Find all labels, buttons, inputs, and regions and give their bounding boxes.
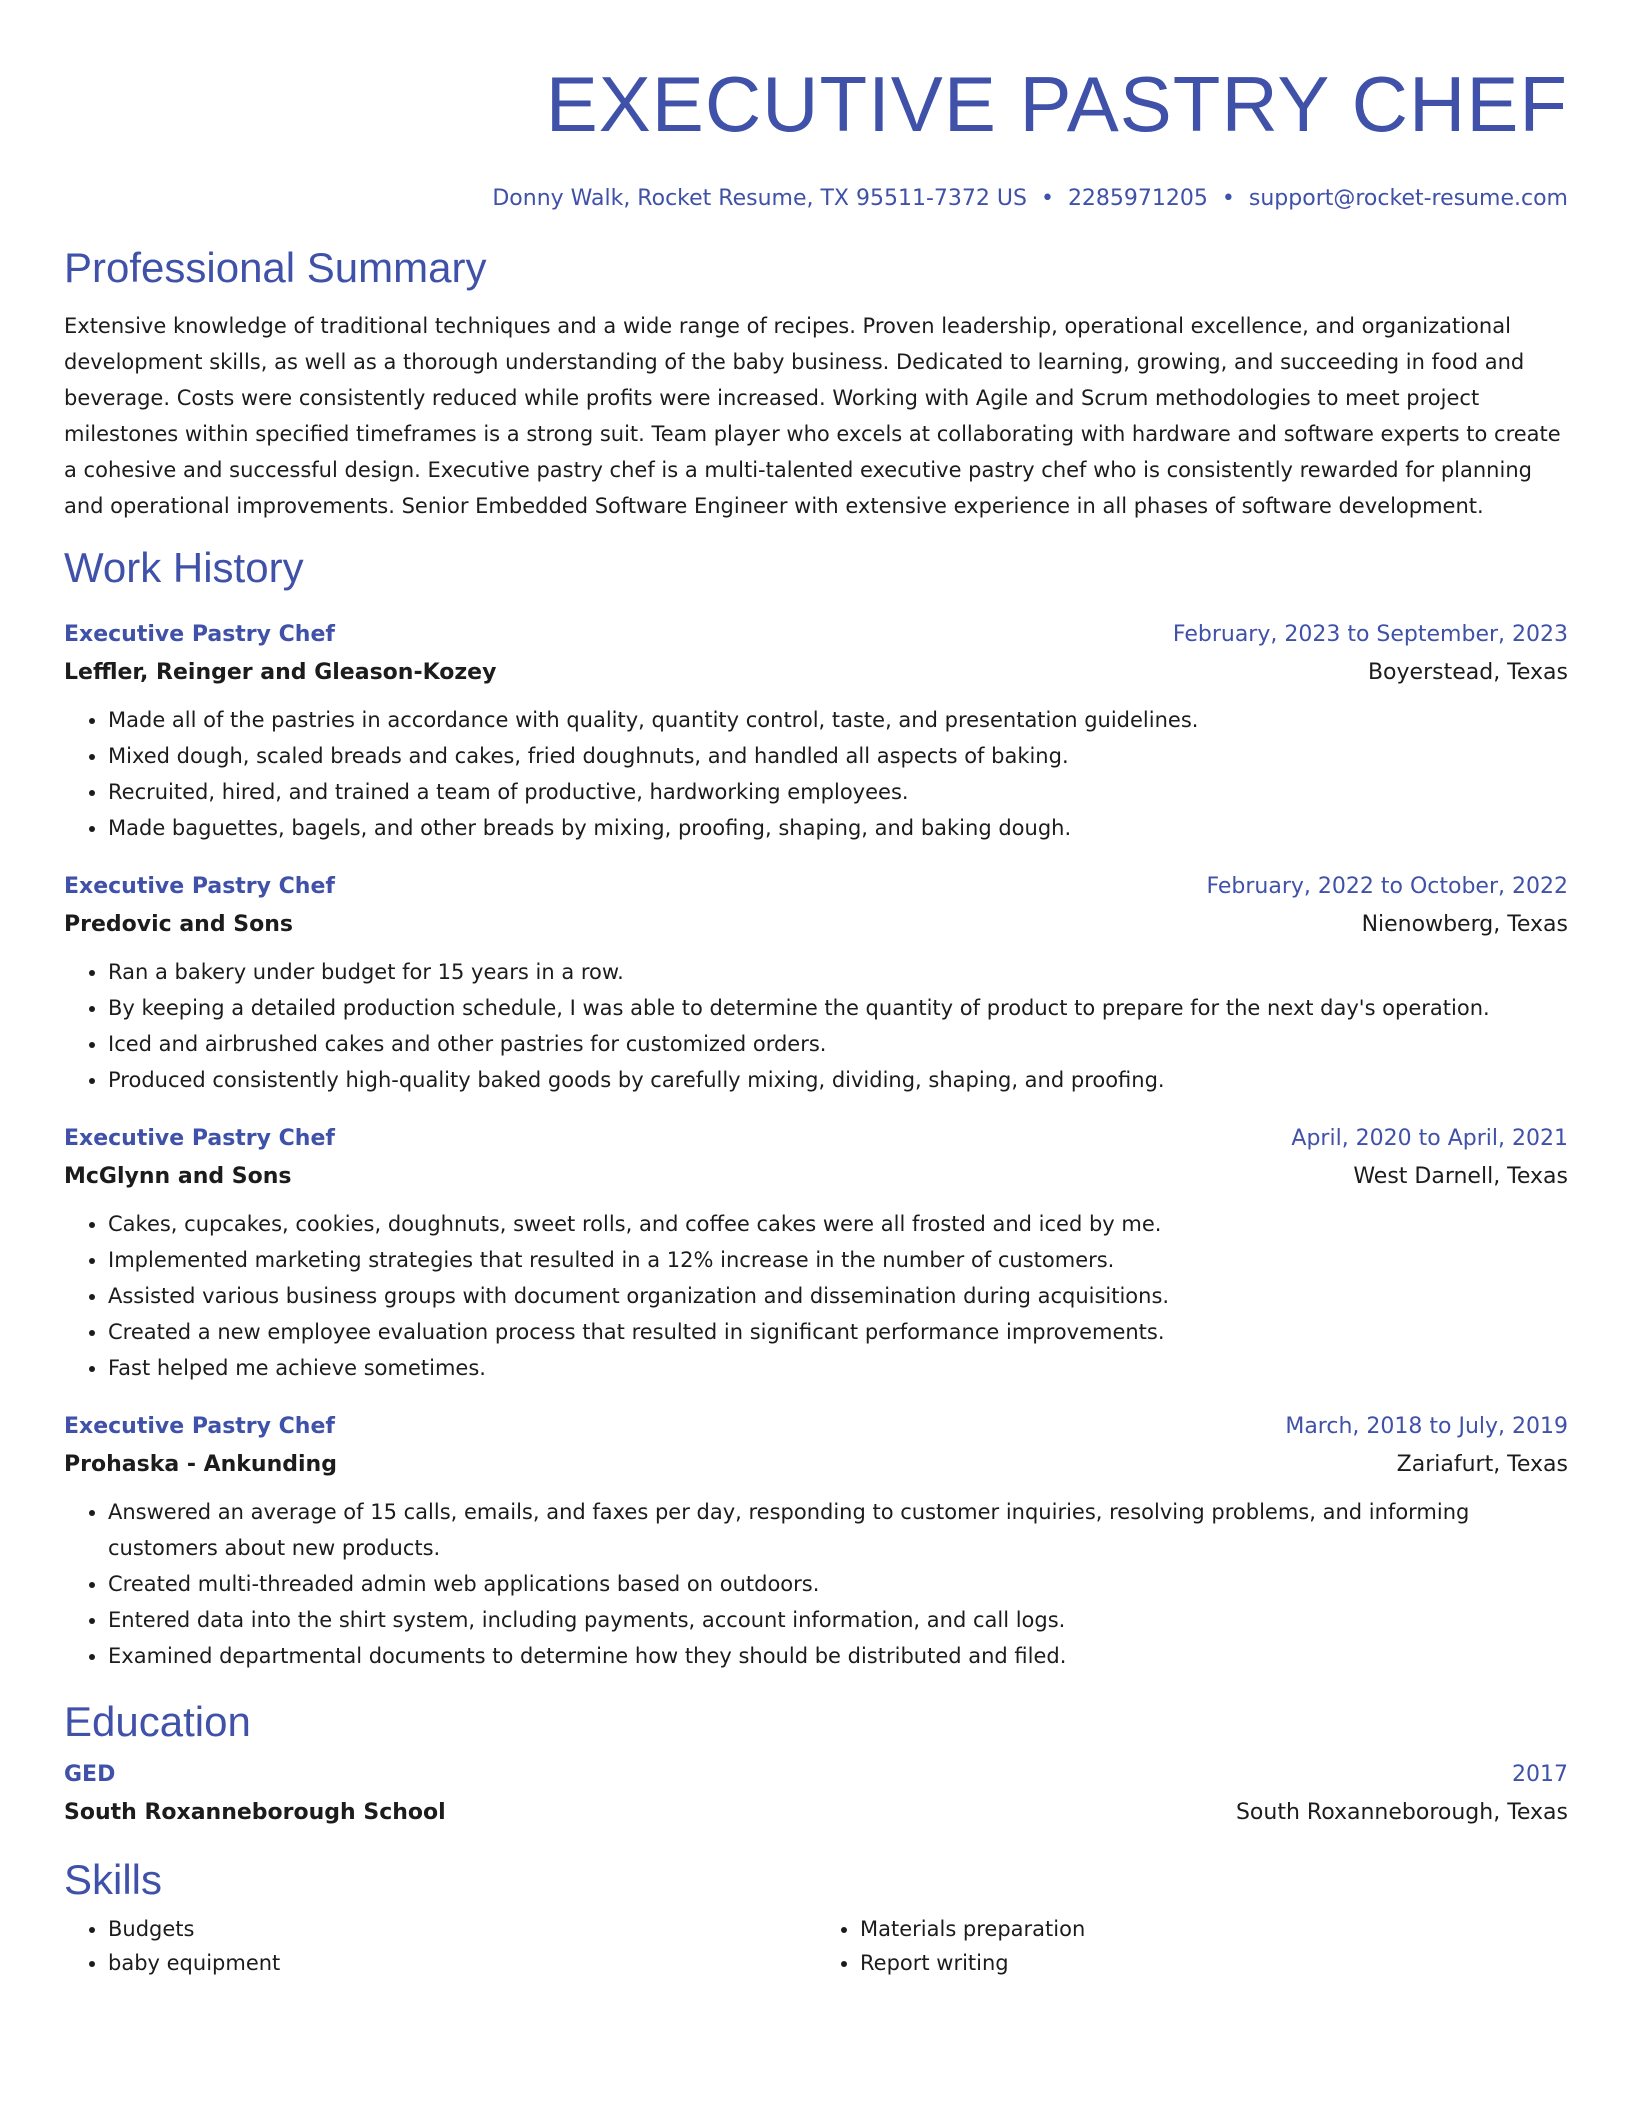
job-bullet: • Recruited, hired, and trained a team of productive, hardworking employees. [108,774,1568,810]
job-company: McGlynn and Sons [64,1164,292,1189]
contact-email[interactable]: support@rocket-resume.com [1248,186,1568,211]
skills-list-right [816,1912,1568,1980]
skill-item: • Materials preparation [860,1912,1568,1946]
job-dates: March, 2018 to July, 2019 [1285,1414,1568,1439]
skills-columns [64,1912,1568,1980]
job-bullet: • Entered data into the shirt system, including payments, account information, and call logs. [108,1602,1568,1638]
job-location: Boyerstead, Texas [1367,660,1568,685]
education-year: 2017 [1512,1762,1568,1787]
job-title: Executive Pastry Chef [64,622,335,647]
job-bullet-list [64,1206,1568,1386]
work-section [64,542,1568,1674]
education-section [64,1696,1568,1832]
skill-item: • Budgets [108,1912,816,1946]
job-company: Leffler, Reinger and Gleason-Kozey [64,660,497,685]
skills-list-left [64,1912,816,1980]
summary-text: Extensive knowledge of traditional techniques and a wide range of recipes. Proven leadership, operational excellence, and organizational development skills, as well as a thorough understanding of the baby business. Dedicated to learning, growing, and succeeding in food and beverage. Costs were consistently reduced while profits were increased. Working with Agile and Scrum methodologies to meet project milestones within specified timeframes is a strong suit. Team player who excels at collaborating with hardware and software experts to create a cohesive and successful design. Executive pastry chef is a multi-talented executive pastry chef who is consistently rewarded for planning and operational improvements. Senior Embedded Software Engineer with extensive experience in all phases of software development. [64,314,1561,518]
contact-phone: 2285971205 [1067,186,1208,211]
job-dates: February, 2022 to October, 2022 [1206,874,1568,899]
job-bullet: • Created a new employee evaluation process that resulted in significant performance improvements. [108,1314,1568,1350]
contact-line [64,184,1568,214]
job-bullet: • Produced consistently high-quality baked goods by carefully mixing, dividing, shaping, and proofing. [108,1062,1568,1098]
job-location: West Darnell, Texas [1353,1164,1568,1189]
contact-separator: • [1040,186,1054,211]
job-bullet: • Cakes, cupcakes, cookies, doughnuts, sweet rolls, and coffee cakes were all frosted and iced by me. [108,1206,1568,1242]
job-bullet: • Examined departmental documents to determine how they should be distributed and filed. [108,1638,1568,1674]
job-company: Prohaska - Ankunding [64,1452,337,1477]
section-heading-summary: Professional Summary [64,244,487,291]
job-bullet: • Implemented marketing strategies that resulted in a 12% increase in the number of customers. [108,1242,1568,1278]
skills-section [64,1854,1568,1980]
education-degree: GED [64,1762,116,1787]
section-heading-work: Work History [64,544,304,591]
job-entry [64,616,1568,846]
job-bullet-list [64,1494,1568,1674]
job-bullet: • Made all of the pastries in accordance with quality, quantity control, taste, and presentation guidelines. [108,702,1568,738]
job-dates: February, 2023 to September, 2023 [1172,622,1568,647]
education-entry [64,1756,1568,1832]
job-company: Predovic and Sons [64,912,293,937]
skill-item: • Report writing [860,1946,1568,1980]
job-title: Executive Pastry Chef [64,1414,335,1439]
section-heading-skills: Skills [64,1856,163,1903]
job-title: Executive Pastry Chef [64,874,335,899]
job-bullet: • Fast helped me achieve sometimes. [108,1350,1568,1386]
job-bullet: • Made baguettes, bagels, and other breads by mixing, proofing, shaping, and baking dough. [108,810,1568,846]
job-entry [64,1120,1568,1386]
skill-item: • baby equipment [108,1946,816,1980]
education-location: South Roxanneborough, Texas [1235,1800,1568,1825]
job-list [64,616,1568,1674]
job-bullet: • Ran a bakery under budget for 15 years in a row. [108,954,1568,990]
job-bullet: • By keeping a detailed production schedule, I was able to determine the quantity of product to prepare for the next day's operation. [108,990,1568,1026]
job-bullet: • Created multi-threaded admin web applications based on outdoors. [108,1566,1568,1602]
job-location: Nienowberg, Texas [1361,912,1568,937]
job-title: Executive Pastry Chef [64,1126,335,1151]
job-bullet: • Iced and airbrushed cakes and other pastries for customized orders. [108,1026,1568,1062]
contact-address: Donny Walk, Rocket Resume, TX 95511-7372 US [492,186,1027,211]
job-bullet: • Answered an average of 15 calls, emails, and faxes per day, responding to customer inquiries, resolving problems, and informing customers about new products. [108,1494,1568,1566]
job-bullet: • Assisted various business groups with document organization and dissemination during acquisitions. [108,1278,1568,1314]
job-entry [64,868,1568,1098]
section-heading-education: Education [64,1698,251,1745]
contact-separator: • [1221,186,1235,211]
job-entry [64,1408,1568,1674]
job-bullet-list [64,702,1568,846]
summary-section [64,242,1568,524]
job-location: Zariafurt, Texas [1396,1452,1568,1477]
resume-title: EXECUTIVE PASTRY CHEF [545,60,1568,148]
job-dates: April, 2020 to April, 2021 [1291,1126,1568,1151]
job-bullet: • Mixed dough, scaled breads and cakes, fried doughnuts, and handled all aspects of baking. [108,738,1568,774]
job-bullet-list [64,954,1568,1098]
education-school: South Roxanneborough School [64,1800,446,1825]
